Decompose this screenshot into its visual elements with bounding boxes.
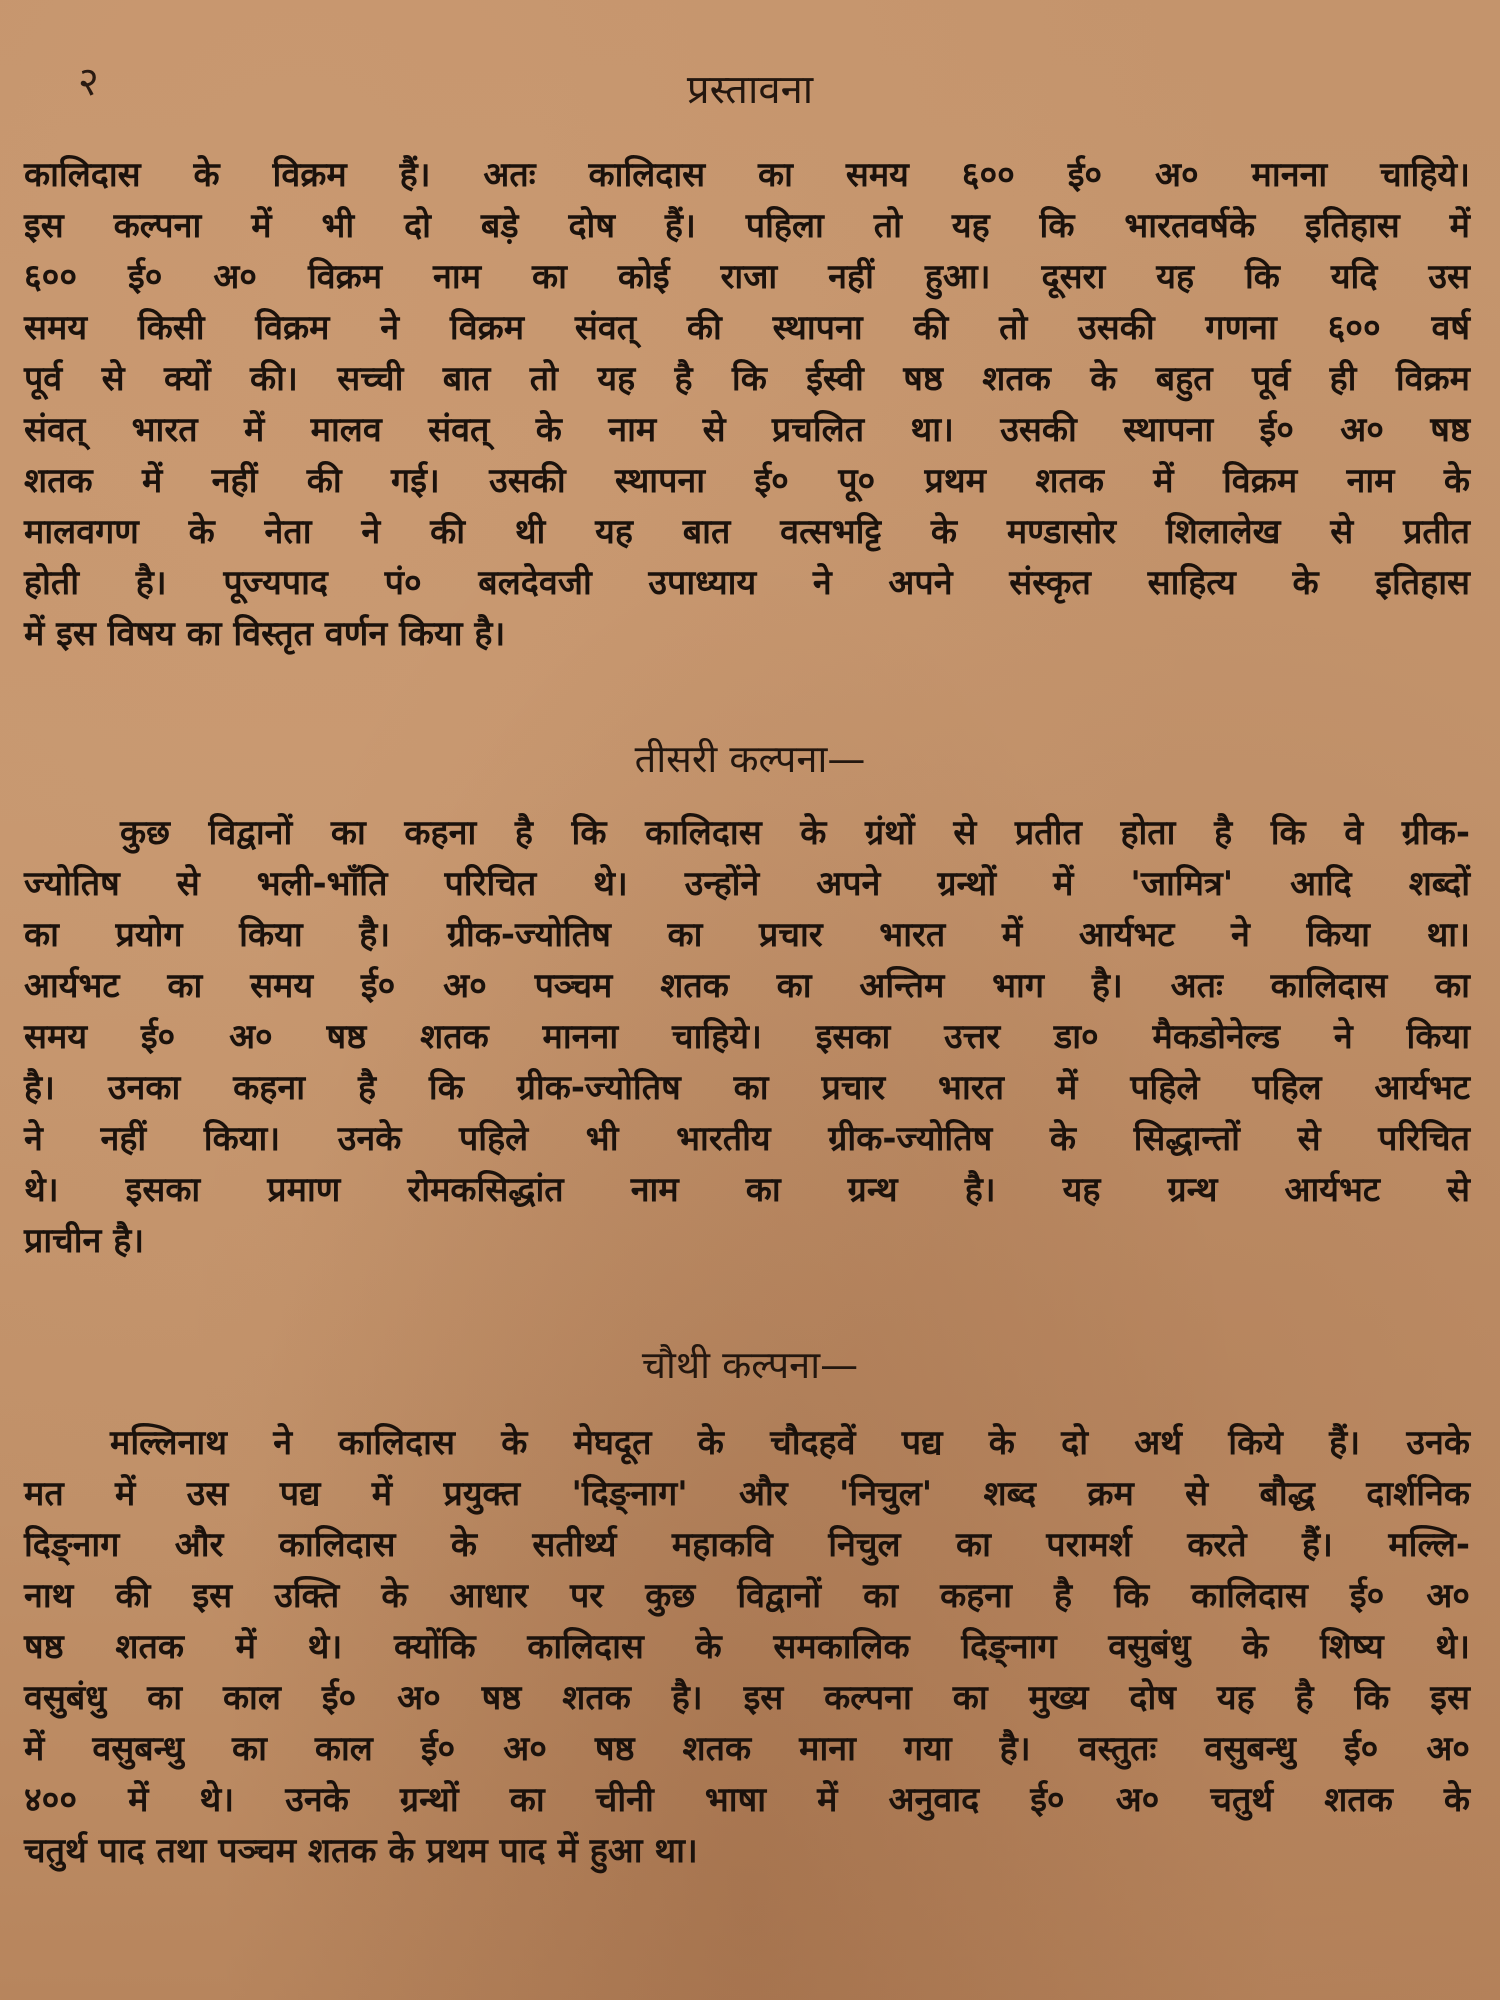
text-line: शतक में नहीं की गई। उसकी स्थापना ई० पू० प्रथम शतक में विक्रम नाम के	[24, 461, 1470, 501]
text-line: दिङ्नाग और कालिदास के सतीर्थ्य महाकवि निचुल का परामर्श करते हैं। मल्लि-	[24, 1525, 1470, 1565]
continuation-paragraph	[24, 150, 1470, 660]
page-number: २	[78, 59, 99, 105]
text-line: होती है। पूज्यपाद पं० बलदेवजी उपाध्याय ने अपने संस्कृत साहित्य के इतिहास	[24, 563, 1470, 603]
section-heading-third: तीसरी कल्पना—	[634, 737, 866, 781]
text-line: वसुबंधु का काल ई० अ० षष्ठ शतक है। इस कल्पना का मुख्य दोष यह है कि इस	[24, 1678, 1470, 1718]
text-line: मल्लिनाथ ने कालिदास के मेघदूत के चौदहवें पद्य के दो अर्थ किये हैं। उनके	[110, 1423, 1470, 1463]
text-line: प्राचीन है।	[24, 1221, 145, 1261]
fourth-hypothesis-paragraph	[24, 1418, 1470, 1877]
text-line: ४०० में थे। उनके ग्रन्थों का चीनी भाषा में अनुवाद ई० अ० चतुर्थ शतक के	[24, 1780, 1470, 1820]
text-line: समय किसी विक्रम ने विक्रम संवत् की स्थापना की तो उसकी गणना ६०० वर्ष	[24, 308, 1470, 348]
text-line: संवत् भारत में मालव संवत् के नाम से प्रचलित था। उसकी स्थापना ई० अ० षष्ठ	[24, 410, 1470, 450]
section-heading-fourth: चौथी कल्पना—	[641, 1343, 859, 1387]
text-line: पूर्व से क्यों की। सच्ची बात तो यह है कि ईस्वी षष्ठ शतक के बहुत पूर्व ही विक्रम	[24, 359, 1470, 399]
text-line: आर्यभट का समय ई० अ० पञ्चम शतक का अन्तिम भाग है। अतः कालिदास का	[24, 966, 1470, 1006]
text-line: नाथ की इस उक्ति के आधार पर कुछ विद्वानों का कहना है कि कालिदास ई० अ०	[24, 1576, 1470, 1616]
text-line: समय ई० अ० षष्ठ शतक मानना चाहिये। इसका उत्तर डा० मैकडोनेल्ड ने किया	[24, 1017, 1470, 1057]
text-line: ने नहीं किया। उनके पहिले भी भारतीय ग्रीक-ज्योतिष के सिद्धान्तों से परिचित	[24, 1119, 1470, 1159]
text-line: चतुर्थ पाद तथा पञ्चम शतक के प्रथम पाद में हुआ था।	[24, 1831, 698, 1871]
text-line: का प्रयोग किया है। ग्रीक-ज्योतिष का प्रचार भारत में आर्यभट ने किया था।	[24, 915, 1470, 955]
text-line: मालवगण के नेता ने की थी यह बात वत्सभट्टि के मण्डासोर शिलालेख से प्रतीत	[24, 512, 1470, 552]
third-hypothesis-paragraph	[24, 808, 1470, 1267]
text-line: ज्योतिष से भली-भाँति परिचित थे। उन्होंने अपने ग्रन्थों में 'जामित्र' आदि शब्दों	[24, 864, 1470, 904]
text-line: है। उनका कहना है कि ग्रीक-ज्योतिष का प्रचार भारत में पहिले पहिल आर्यभट	[24, 1068, 1470, 1108]
text-line: ६०० ई० अ० विक्रम नाम का कोई राजा नहीं हुआ। दूसरा यह कि यदि उस	[24, 257, 1470, 297]
text-line: कालिदास के विक्रम हैं। अतः कालिदास का समय ६०० ई० अ० मानना चाहिये।	[24, 155, 1470, 195]
text-line: थे। इसका प्रमाण रोमकसिद्धांत नाम का ग्रन्थ है। यह ग्रन्थ आर्यभट से	[24, 1170, 1470, 1210]
text-line: में इस विषय का विस्तृत वर्णन किया है।	[24, 614, 506, 654]
running-head-title: प्रस्तावना	[686, 67, 814, 113]
text-line: कुछ विद्वानों का कहना है कि कालिदास के ग्रंथों से प्रतीत होता है कि वे ग्रीक-	[120, 813, 1470, 853]
text-line: मत में उस पद्य में प्रयुक्त 'दिङ्नाग' और 'निचुल' शब्द क्रम से बौद्ध दार्शनिक	[24, 1474, 1470, 1514]
text-line: में वसुबन्धु का काल ई० अ० षष्ठ शतक माना गया है। वस्तुतः वसुबन्धु ई० अ०	[24, 1729, 1470, 1769]
text-line: इस कल्पना में भी दो बड़े दोष हैं। पहिला तो यह कि भारतवर्षके इतिहास में	[24, 206, 1470, 246]
text-line: षष्ठ शतक में थे। क्योंकि कालिदास के समकालिक दिङ्नाग वसुबंधु के शिष्य थे।	[24, 1627, 1470, 1667]
